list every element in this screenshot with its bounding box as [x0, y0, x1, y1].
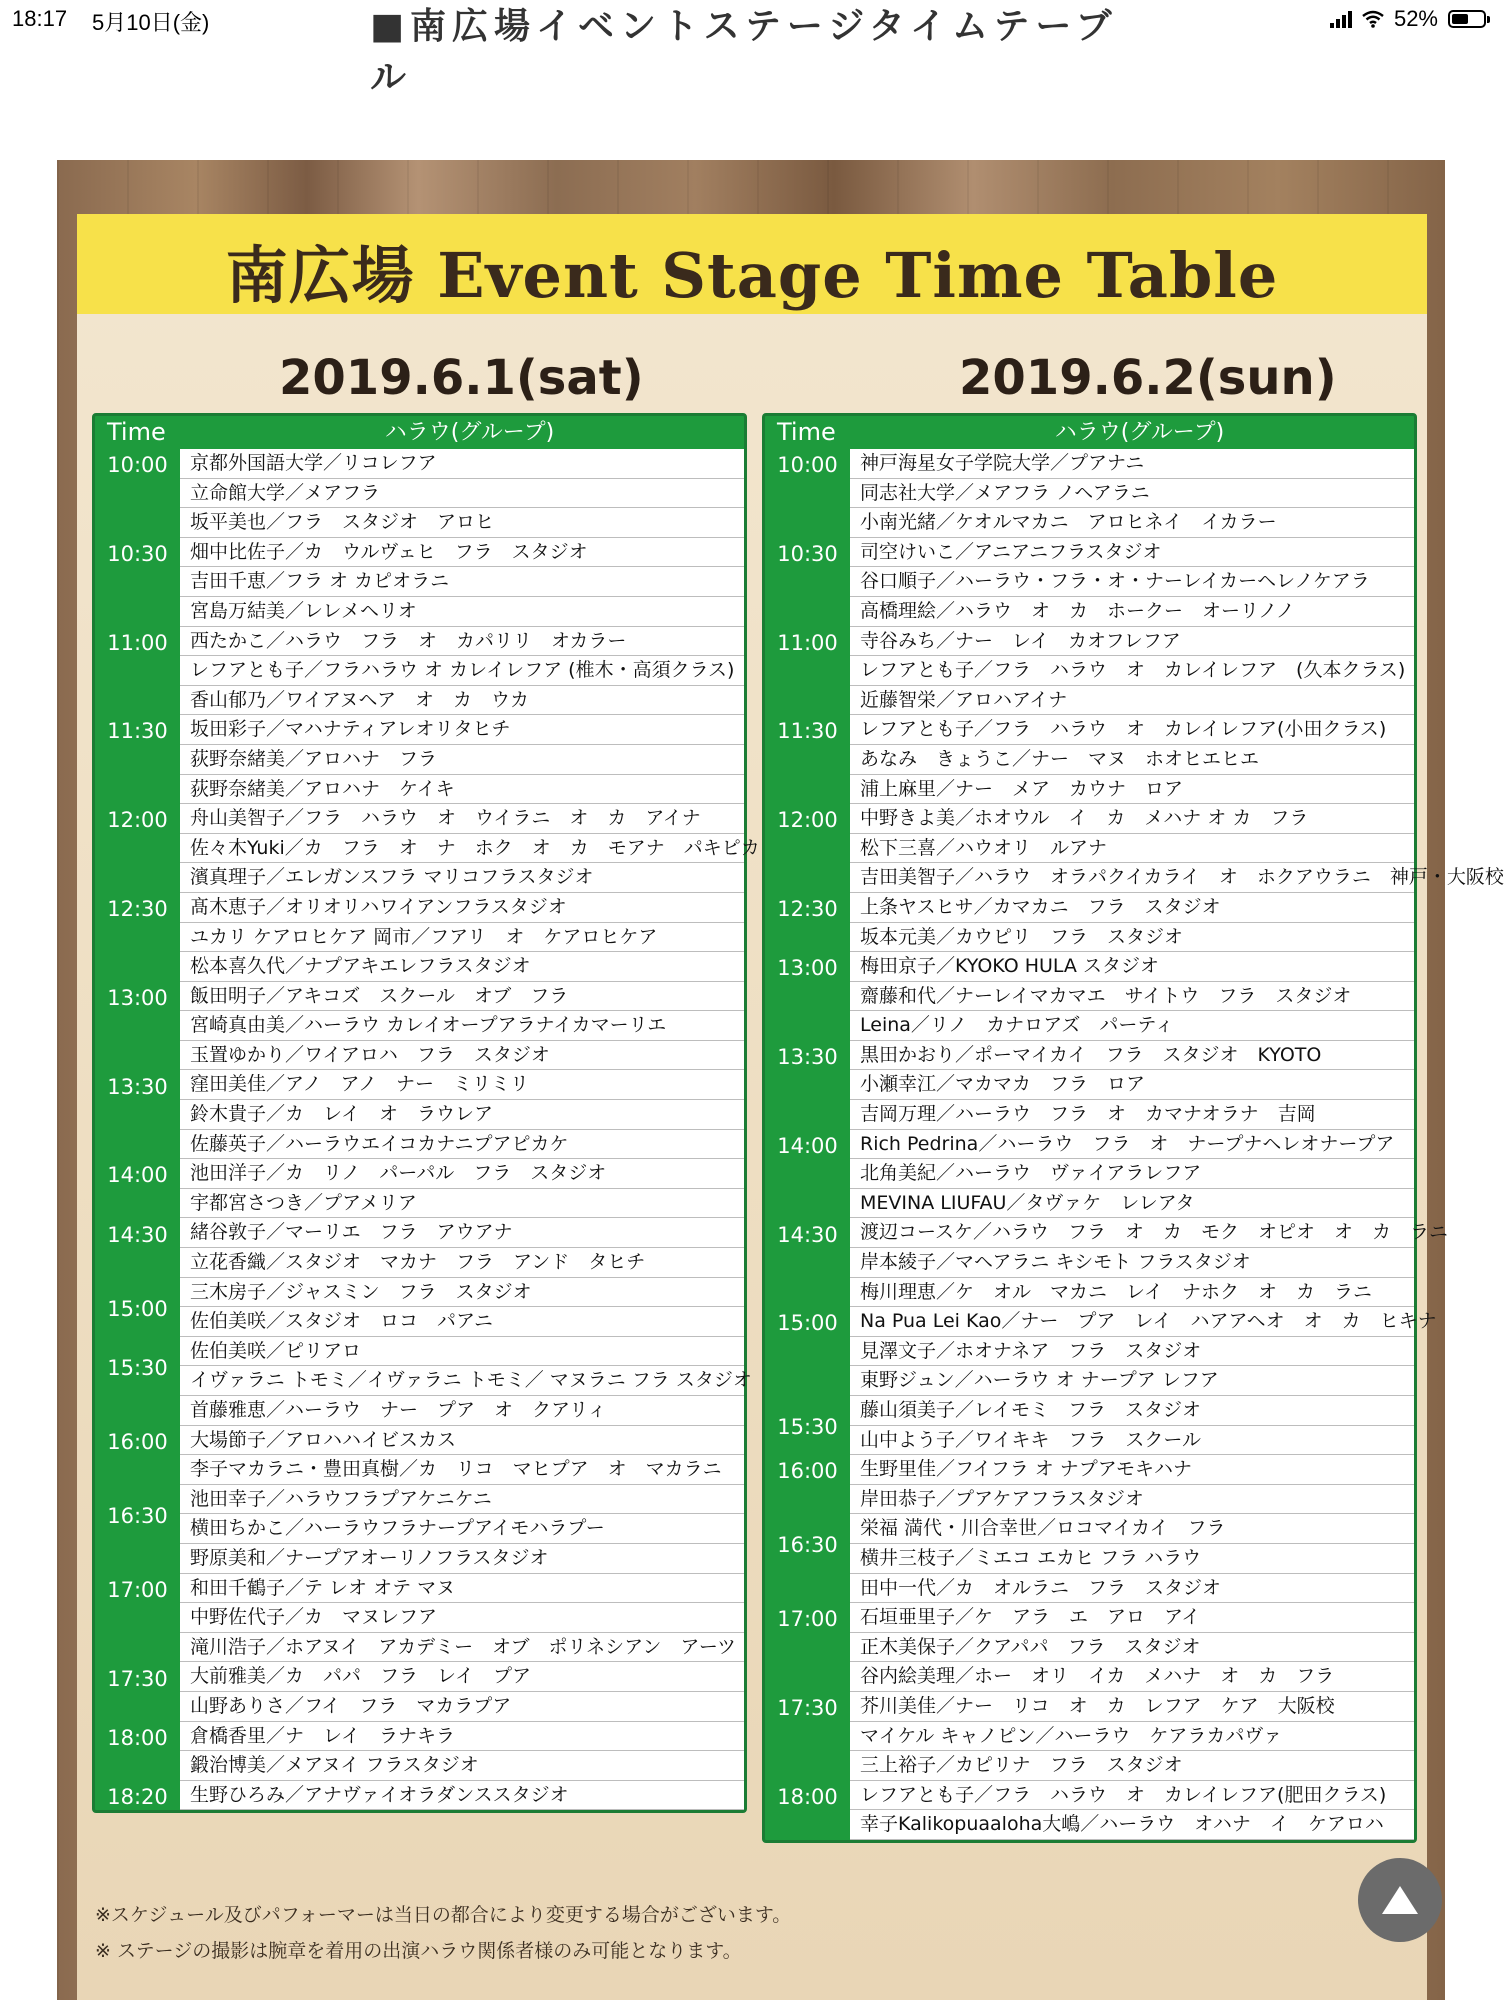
- time-slot-label: 15:30: [107, 1355, 168, 1380]
- battery-fill: [1452, 14, 1468, 24]
- time-slot-label: 14:00: [107, 1163, 168, 1188]
- table-row: 芥川美佳／ナー リコ オ カ レフア ケア 大阪校: [850, 1692, 1414, 1722]
- table-row: 西たかこ／ハラウ フラ オ カパリリ オカラー: [180, 627, 744, 657]
- table-row: 佐伯美咲／スタジオ ロコ パアニ: [180, 1307, 744, 1337]
- day1-table: [92, 413, 760, 1813]
- table-row: 黒田かおり／ポーマイカイ フラ スタジオ KYOTO: [850, 1041, 1414, 1071]
- table-row: 松本喜久代／ナプアキエレフラスタジオ: [180, 952, 744, 982]
- table-row: 立花香織／スタジオ マカナ フラ アンド タヒチ: [180, 1248, 744, 1278]
- table-row: 三上裕子／カピリナ フラ スタジオ: [850, 1751, 1414, 1781]
- table-row: 荻野奈緒美／アロハナ ケイキ: [180, 775, 744, 805]
- table-row: 吉田千恵／フラ オ カピオラニ: [180, 567, 744, 597]
- table-row: 小南光緒／ケオルマカニ アロヒネイ イカラー: [850, 508, 1414, 538]
- table-row: 上条ヤスヒサ／カマカニ フラ スタジオ: [850, 893, 1414, 923]
- table-row: 近藤智栄／アロハアイナ: [850, 686, 1414, 716]
- table-row: 谷口順子／ハーラウ・フラ・オ・ナーレイカーヘレノケアラ: [850, 567, 1414, 597]
- time-slot-label: 10:30: [777, 541, 838, 566]
- signal-icon: [1330, 10, 1352, 28]
- time-slot-label: 12:00: [107, 808, 168, 833]
- time-slot-label: 10:00: [777, 453, 838, 477]
- table-row: ユカリ ケアロヒケア 岡市／フアリ オ ケアロヒケア: [180, 923, 744, 953]
- table-row: 栄福 満代・川合幸世／ロコマイカイ フラ: [850, 1514, 1414, 1544]
- table-row: 北角美紀／ハーラウ ヴァイアラレフア: [850, 1159, 1414, 1189]
- table-row: 佐伯美咲／ピリアロ: [180, 1337, 744, 1367]
- table-row: 中野きよ美／ホオウル イ カ メハナ オ カ フラ: [850, 804, 1414, 834]
- table-row: 立命館大学／メアフラ: [180, 479, 744, 509]
- day1-col-group: ハラウ(グループ): [384, 420, 555, 445]
- status-indicators: [1330, 6, 1486, 32]
- time-slot-label: 15:00: [777, 1311, 838, 1336]
- day1-table-header: [95, 416, 744, 449]
- table-row: 玉置ゆかり／ワイアロハ フラ スタジオ: [180, 1041, 744, 1071]
- time-slot-label: 16:00: [107, 1429, 168, 1454]
- table-row: 佐々木Yuki／カ フラ オ ナ ホク オ カ モアナ パキピカ: [180, 834, 744, 864]
- time-slot-label: 13:30: [107, 1074, 168, 1099]
- time-slot-label: 14:30: [107, 1222, 168, 1247]
- table-row: レフアとも子／フラハラウ オ カレイレフア (椎木・高須クラス): [180, 656, 744, 686]
- timetable-poster: [57, 160, 1504, 2000]
- table-row: 吉田美智子／ハラウ オラパクイカライ オ ホクアウラニ 神戸・大阪校: [850, 863, 1414, 893]
- table-row: 横井三枝子／ミエコ エカヒ フラ ハラウ: [850, 1544, 1414, 1574]
- table-row: 京都外国語大学／リコレフア: [180, 449, 744, 479]
- day2-table-header: [765, 416, 1414, 449]
- table-row: Rich Pedrina／ハーラウ フラ オ ナープナヘレオナープア: [850, 1130, 1414, 1160]
- table-row: 梅川理恵／ケ オル マカニ レイ ナホク オ カ ラニ: [850, 1278, 1414, 1308]
- table-row: 横田ちかこ／ハーラウフラナープアイモハラプー: [180, 1514, 744, 1544]
- battery-percent: 52%: [1393, 6, 1438, 31]
- table-row: Leina／リノ カナロアズ パーティ: [850, 1011, 1414, 1041]
- time-slot-label: 18:00: [107, 1725, 168, 1750]
- time-slot-label: 18:20: [107, 1785, 168, 1809]
- poster-banner: [77, 214, 1427, 314]
- table-row: 山中よう子／ワイキキ フラ スクール: [850, 1426, 1414, 1456]
- day2-col-group: ハラウ(グループ): [1054, 420, 1225, 445]
- table-row: 松下三喜／ハウオリ ルアナ: [850, 834, 1414, 864]
- time-slot-label: 14:00: [777, 1133, 838, 1158]
- table-row: 濱真理子／エレガンスフラ マリコフラスタジオ: [180, 863, 744, 893]
- time-slot-label: 13:30: [777, 1045, 838, 1069]
- day2-table: [762, 413, 1504, 1843]
- table-row: レフアとも子／フラ ハラウ オ カレイレフア(肥田クラス): [850, 1781, 1414, 1811]
- status-time: 18:17: [12, 6, 68, 31]
- table-row: 緒谷敦子／マーリエ フラ アウアナ: [180, 1218, 744, 1248]
- table-row: 宮崎真由美／ハーラウ カレイオープアラナイカマーリエ: [180, 1011, 744, 1041]
- poster-title: 南広場 Event Stage Time Table: [225, 239, 1279, 312]
- table-row: 坂田彩子／マハナティアレオリタヒチ: [180, 715, 744, 745]
- time-slot-label: 15:30: [777, 1415, 838, 1439]
- table-row: MEVINA LIUFAU／タヴァケ レレアタ: [850, 1189, 1414, 1219]
- table-row: 荻野奈緒美／アロハナ フラ: [180, 745, 744, 775]
- table-row: 池田洋子／カ リノ パーパル フラ スタジオ: [180, 1159, 744, 1189]
- table-row: 見澤文子／ホオナネア フラ スタジオ: [850, 1337, 1414, 1367]
- status-date: 5月10日(金): [92, 10, 210, 35]
- table-row: 生野里佳／フイフラ オ ナプアモキハナ: [850, 1455, 1414, 1485]
- arrow-up-icon: [1380, 1884, 1420, 1916]
- table-row: 大場節子／アロハハイビスカス: [180, 1426, 744, 1456]
- note-schedule-change: ※スケジュール及びパフォーマーは当日の都合により変更する場合がございます。: [95, 1904, 792, 1926]
- time-slot-label: 16:00: [777, 1459, 838, 1484]
- day1-date: 2019.6.1(sat): [279, 350, 644, 406]
- table-row: 佐藤英子／ハーラウエイコカナニプアピカケ: [180, 1130, 744, 1160]
- table-row: 吉岡万理／ハーラウ フラ オ カマナオラナ 吉岡: [850, 1100, 1414, 1130]
- time-slot-label: 16:30: [777, 1533, 838, 1558]
- table-row: 野原美和／ナープアオーリノフラスタジオ: [180, 1544, 744, 1574]
- time-slot-label: 17:00: [107, 1577, 168, 1602]
- table-row: 浦上麻里／ナー メア カウナ ロア: [850, 775, 1414, 805]
- table-row: 大前雅美／カ パパ フラ レイ プア: [180, 1662, 744, 1692]
- table-row: 滝川浩子／ホアヌイ アカデミー オブ ポリネシアン アーツ: [180, 1633, 744, 1663]
- time-slot-label: 15:00: [107, 1296, 168, 1321]
- time-slot-label: 17:30: [107, 1666, 168, 1691]
- table-row: 藤山須美子／レイモミ フラ スタジオ: [850, 1396, 1414, 1426]
- table-row: 山野ありさ／フイ フラ マカラプア: [180, 1692, 744, 1722]
- table-row: 石垣亜里子／ケ アラ エ アロ アイ: [850, 1603, 1414, 1633]
- battery-icon: [1448, 10, 1486, 28]
- table-row: イヴァラニ トモミ／イヴァラニ トモミ／ マヌラニ フラ スタジオ: [180, 1366, 744, 1396]
- note-photography: ※ ステージの撮影は腕章を着用の出演ハラウ関係者様のみ可能となります。: [95, 1940, 742, 1962]
- time-slot-label: 13:00: [777, 956, 838, 981]
- table-row: 渡辺コースケ／ハラウ フラ オ カ モク オピオ オ カ ラニ: [850, 1218, 1414, 1248]
- table-row: 窪田美佳／アノ アノ ナー ミリミリ: [180, 1070, 744, 1100]
- time-slot-label: 18:00: [777, 1785, 838, 1809]
- table-row: 香山郁乃／ワイアヌヘア オ カ ウカ: [180, 686, 744, 716]
- table-row: 東野ジュン／ハーラウ オ ナープア レフア: [850, 1366, 1414, 1396]
- table-row: 舟山美智子／フラ ハラウ オ ウイラニ オ カ アイナ: [180, 804, 744, 834]
- time-slot-label: 11:00: [777, 630, 838, 655]
- table-row: 寺谷みち／ナー レイ カオフレフア: [850, 627, 1414, 657]
- time-slot-label: 17:30: [777, 1696, 838, 1721]
- time-slot-label: 10:00: [107, 453, 168, 477]
- table-row: 齋藤和代／ナーレイマカマエ サイトウ フラ スタジオ: [850, 982, 1414, 1012]
- scroll-to-top-button[interactable]: [1358, 1858, 1442, 1942]
- table-row: 三木房子／ジャスミン フラ スタジオ: [180, 1278, 744, 1308]
- time-slot-label: 12:00: [777, 808, 838, 833]
- table-row: 飯田明子／アキコズ スクール オブ フラ: [180, 982, 744, 1012]
- table-row: 李子マカラニ・豊田真樹／カ リコ マヒプア オ マカラニ: [180, 1455, 744, 1485]
- table-row: 宇都宮さつき／プアメリア: [180, 1189, 744, 1219]
- table-row: 同志社大学／メアフラ ノヘアラニ: [850, 479, 1414, 509]
- table-row: 髙木恵子／オリオリハワイアンフラスタジオ: [180, 893, 744, 923]
- table-row: 鈴木貴子／カ レイ オ ラウレア: [180, 1100, 744, 1130]
- table-row: 宮島万結美／レレメヘリオ: [180, 597, 744, 627]
- table-row: 司空けいこ／アニアニフラスタジオ: [850, 538, 1414, 568]
- table-row: レフアとも子／フラ ハラウ オ カレイレフア (久本クラス): [850, 656, 1414, 686]
- table-row: 谷内絵美理／ホー オリ イカ メハナ オ カ フラ: [850, 1662, 1414, 1692]
- table-row: Na Pua Lei Kao／ナー プア レイ ハアアヘオ オ カ ヒキナ: [850, 1307, 1414, 1337]
- wifi-icon: [1362, 10, 1384, 28]
- day1-table-body: [180, 449, 760, 1810]
- table-row: 和田千鶴子／テ レオ オテ マヌ: [180, 1574, 744, 1604]
- table-row: 生野ひろみ／アナヴァイオラダンススタジオ: [180, 1781, 744, 1811]
- time-slot-label: 17:00: [777, 1607, 838, 1632]
- day2-date: 2019.6.2(sun): [959, 350, 1337, 406]
- table-row: 神戸海星女子学院大学／プアナニ: [850, 449, 1414, 479]
- table-row: 倉橋香里／ナ レイ ラナキラ: [180, 1722, 744, 1752]
- table-row: 首藤雅恵／ハーラウ ナー プア オ クアリィ: [180, 1396, 744, 1426]
- time-slot-label: 11:30: [107, 719, 168, 744]
- day2-col-time: Time: [777, 418, 836, 446]
- table-row: 田中一代／カ オルラニ フラ スタジオ: [850, 1574, 1414, 1604]
- time-slot-label: 11:30: [777, 719, 838, 744]
- table-row: 畑中比佐子／カ ウルヴェヒ フラ スタジオ: [180, 538, 744, 568]
- table-row: マイケル キャノピン／ハーラウ ケアラカパヴァ: [850, 1722, 1414, 1752]
- time-slot-label: 12:30: [777, 897, 838, 921]
- time-slot-label: 11:00: [107, 630, 168, 655]
- table-row: 幸子Kalikopuaaloha大嶋／ハーラウ オハナ イ ケアロハ: [850, 1810, 1414, 1840]
- table-row: 梅田京子／KYOKO HULA スタジオ: [850, 952, 1414, 982]
- table-row: 坂本元美／カウピリ フラ スタジオ: [850, 923, 1414, 953]
- table-row: 岸本綾子／マヘアラニ キシモト フラスタジオ: [850, 1248, 1414, 1278]
- day2-table-body: [850, 449, 1504, 1840]
- table-row: 鍛治博美／メアヌイ フラスタジオ: [180, 1751, 744, 1781]
- table-row: 岸田恭子／プアケアフラスタジオ: [850, 1485, 1414, 1515]
- table-row: 高橋理絵／ハラウ オ カ ホークー オーリノノ: [850, 597, 1414, 627]
- table-row: レフアとも子／フラ ハラウ オ カレイレフア(小田クラス): [850, 715, 1414, 745]
- time-slot-label: 10:30: [107, 541, 168, 566]
- table-row: 池田幸子／ハラウフラプアケニケニ: [180, 1485, 744, 1515]
- time-slot-label: 12:30: [107, 897, 168, 921]
- table-row: 正木美保子／クアパパ フラ スタジオ: [850, 1633, 1414, 1663]
- table-row: 中野佐代子／カ マヌレフア: [180, 1603, 744, 1633]
- page-heading-cut: ■南広場イベントステージタイムテーブル: [370, 6, 1118, 98]
- time-slot-label: 16:30: [107, 1503, 168, 1528]
- table-row: 小瀬幸江／マカマカ フラ ロア: [850, 1070, 1414, 1100]
- time-slot-label: 13:00: [107, 985, 168, 1010]
- day1-col-time: Time: [107, 418, 166, 446]
- table-row: あなみ きょうこ／ナー マヌ ホオヒエヒエ: [850, 745, 1414, 775]
- time-slot-label: 14:30: [777, 1222, 838, 1247]
- table-row: 坂平美也／フラ スタジオ アロヒ: [180, 508, 744, 538]
